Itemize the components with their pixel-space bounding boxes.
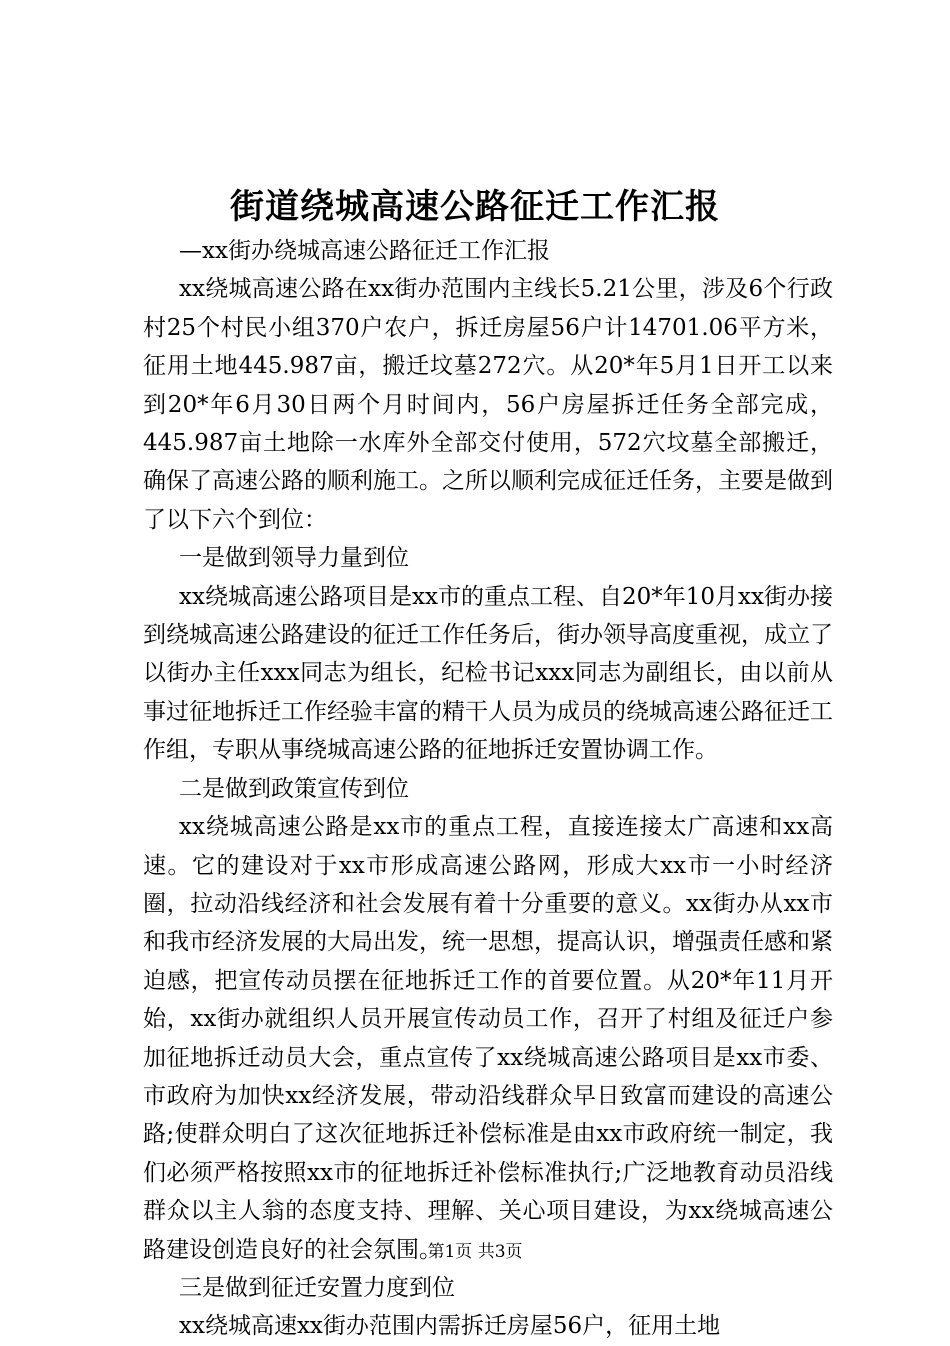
section-heading: 三是做到征迁安置力度到位	[179, 1274, 455, 1301]
paragraph: xx绕城高速xx街办范围内需拆迁房屋56户，征用土地	[179, 1313, 721, 1340]
page-footer: 第1页 共3页	[427, 1242, 523, 1262]
paragraph: xx绕城高速公路项目是xx市的重点工程、自20*年10月xx街办接到绕城高速公路建设的征迁工作任务后，街办领导高度重视，成立了以街办主任xxx同志为组长，纪检书记xxx同志为副组长，由以前从事过征地拆迁工作经验丰富的精干人员为成员的绕城高速公路征迁工作组，专职从事绕城高速公路的征地拆迁安置协调工作。	[143, 583, 833, 764]
document-title: 街道绕城高速公路征迁工作汇报	[230, 187, 720, 227]
subtitle-line: —xx街办绕城高速公路征迁工作汇报	[179, 238, 550, 264]
paragraph: xx绕城高速公路在xx街办范围内主线长5.21公里，涉及6个行政村25个村民小组370户农户，拆迁房屋56户计14701.06平方米，征用土地445.987亩，搬迁坟墓272穴。从20*年5月1日开工以来到20*年6月30日两个月时间内，56户房屋拆迁任务全部完成，445.987亩土地除一水库外全部交付使用，572穴坟墓全部搬迁，确保了高速公路的顺利施工。之所以顺利完成征迁任务，主要是做到了以下六个到位：	[143, 276, 833, 533]
section-heading: 二是做到政策宣传到位	[179, 775, 409, 802]
section-heading: 一是做到领导力量到位	[179, 545, 409, 572]
document-body	[143, 232, 833, 1346]
paragraph: xx绕城高速公路是xx市的重点工程，直接连接太广高速和xx高速。它的建设对于xx市形成高速公路网，形成大xx市一小时经济圈，拉动沿线经济和社会发展有着十分重要的意义。xx街办从xx市和我市经济发展的大局出发，统一思想，提高认识，增强责任感和紧迫感，把宣传动员摆在征地拆迁工作的首要位置。从20*年11月开始，xx街办就组织人员开展宣传动员工作，召开了村组及征迁户参加征地拆迁动员大会，重点宣传了xx绕城高速公路项目是xx市委、市政府为加快xx经济发展，带动沿线群众早日致富而建设的高速公路;使群众明白了这次征地拆迁补偿标准是由xx市政府统一制定，我们必须严格按照xx市的征地拆迁补偿标准执行;广泛地教育动员沿线群众以主人翁的态度支持、理解、关心项目建设，为xx绕城高速公路建设创造良好的社会氛围。	[143, 814, 833, 1263]
